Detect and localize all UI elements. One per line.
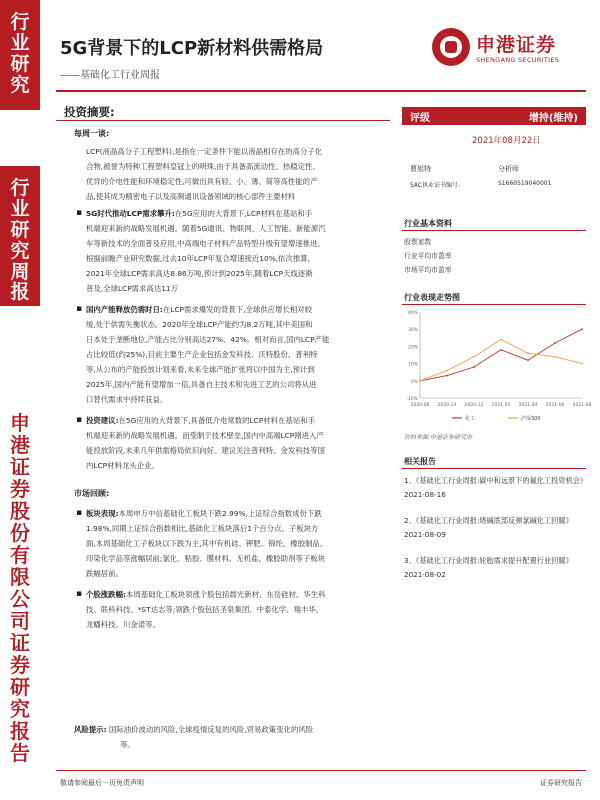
sidebar-top-label [0,12,40,96]
bullet-text: 本周申万中信基础化工板块下跌2.99%,上证综合指数成份下跌 [118,509,322,518]
bullet-item [76,587,386,632]
bullet-text: 缓,处于供需失衡状态。2020年全球LCP产能约为8.2万吨,其中美国和 [86,320,313,329]
company-logo [432,28,582,72]
sidebar-char: 究 [10,697,30,721]
bullet-text: 龙蟠科技、川金诺等。 [86,620,160,629]
analyst-name: 曹旭特 [410,165,431,173]
basic-info-item: 市场平均市盈率 [404,266,452,274]
y-tick-label: 40% [407,311,418,316]
y-tick-label: 10% [407,362,418,368]
sidebar-char: 公 [10,587,30,611]
y-tick-label: -10% [406,397,418,402]
x-tick-label: 2021-04 [518,403,538,408]
chart-heading: 行业表现走势图 [404,293,460,302]
bullet-text: 占比较低(约25%),目前主要生产企业包括金发科技、沃特股份、普利特 [86,350,318,359]
sidebar-char: 有 [10,543,30,567]
bullet-icon: ▪ [76,415,83,425]
series-point [554,356,556,358]
weekly-heading: 每周一谈: [74,129,110,138]
market-heading: 市场回顾: [74,489,110,498]
header-divider [56,90,586,92]
sidebar-char: 限 [10,565,30,589]
bullet-text: 机端迎来新的战略发展机遇。而受制于技术壁垒,国内中高端LCP刚进入产 [86,431,324,440]
bullet-text: 面,本周基础化工子板块以下跌为主,其中有机硅、钾肥、锦纶、橡胶制品、 [86,539,328,548]
bullet-icon: ▪ [76,208,83,218]
summary-heading: 投资摘要: [64,105,115,119]
x-tick-label: 2021-08 [572,403,592,408]
risk-text: 国际油价波动的风险,全球疫情反复的风险,贸易政策变化的风险 [106,725,314,734]
bullet-item [76,206,386,296]
footer-divider [56,770,586,771]
rating-label: 评级 [410,113,430,124]
sidebar-char: 证 [10,631,30,655]
series-point [446,370,448,372]
bullet-text: 口替代需求中持续获益。 [86,395,168,404]
sidebar-bottom-label [0,412,40,764]
bullet-text: 等,从公布的产能投放计划来看,未来全球产能扩张将以中国为主,预计到 [86,365,315,374]
bullet-label: 5G时代推动LCP需求攀升: [86,209,175,218]
series-point [581,328,583,330]
bullet-text: 内LCP材料龙头企业。 [86,461,159,470]
bullet-text: 1.98%,同期上证综合指数相比,基础化工板块落后1个百分点。子板块方 [86,524,319,533]
series-point [554,342,556,344]
series-point [527,352,529,354]
bullet-text: 机端迎来新的战略发展机遇。随着5G通讯、物联网、人工智能、新能源汽 [86,224,326,233]
legend-label: 化工 [465,416,476,422]
series-point [500,339,502,341]
risk-paragraph [74,722,388,752]
bullet-text: 在5G应用的大背景下,LCP材料在基站和手 [174,209,313,218]
intro-line: 品,使其成为精密电子以及高频通讯设备领域的核心部件主要材料 [86,192,296,201]
intro-line: 优异的介电性能和环境稳定性,可做出具有轻、小、薄、简等高性能的产 [86,177,318,186]
sidebar-char: 报 [10,281,30,304]
report-subtitle: ——基础化工行业周报 [60,70,160,81]
bullet-icon: ▪ [76,508,83,518]
logo-name: 申港证券 [476,34,557,56]
sidebar-char: 券 [10,477,30,501]
sidebar-char: 券 [10,653,30,677]
related-report-item[interactable]: 3、《基础化工行业周报:轮胎需求提升配置行业回暖》2021-08-02 [404,556,573,579]
series-line-2 [420,340,582,381]
bullet-text: 本周基础化工板块领涨个股包括晨光新材、东岳硅材、华生科 [125,590,326,599]
bullet-item [76,506,386,581]
sidebar-char: 业 [10,31,30,54]
intro-line: 合物,被誉为特种工程塑料皇冠上的明珠,由于具备高流动性、热稳定性、 [86,162,320,171]
bullet-text: 2021年全球LCP需求高达8.86万吨,预计到2025年,随着LCP天线逐渐 [86,269,313,278]
bullet-icon: ▪ [76,589,83,599]
performance-chart [402,304,592,428]
intro-line: LCP(液晶高分子工程塑料),是指在一定条件下能以液晶相存在的高分子化 [86,147,323,156]
bullet-text: 在5G应用的大背景下,具备低介电常数的LCP材料在基站和手 [118,416,316,425]
bullet-text: 普及,全球LCP需求高达11万 [86,284,179,293]
bullet-text: 2025年,国内产能有望增加一倍,具备自主技术和先进工艺的公司将从进 [86,380,317,389]
sidebar-char: 申 [10,411,30,435]
bullet-text: 在LCP需求爆发的背景下,全球供应增长相对较 [162,305,312,314]
series-point [419,380,421,382]
analyst-license-number: S1660519040001 [498,180,552,187]
series-point [473,366,475,368]
analyst-role: 分析师 [498,165,519,173]
bullet-text: 日本处于垄断地位,产能占比分别高达27%、42%。相对而言,国内LCP产能 [86,335,330,344]
bullet-text: 跌幅居前。 [86,569,123,578]
related-heading: 相关报告 [404,457,436,466]
bullet-text: 印染化学品等涨幅居前;氯化、粘胶、膜材料、无机盐、橡胶助剂等子板块 [86,554,325,563]
sidebar-char: 业 [10,197,30,220]
bullet-text: 根据前瞻产业研究数据,过去10年LCP年复合增速接近10%,依次推算, [86,254,310,263]
intro-paragraph [86,144,386,204]
series-point [527,359,529,361]
bullet-item [76,413,386,473]
bullet-label: 国内产能释放仍需时日: [86,305,163,314]
rating-value: 增持(维持) [528,113,578,124]
y-tick-label: 30% [407,328,418,334]
bullet-text: 技、联科科技、*ST达志等;领跌个股包括圣泉集团、中泰化学、翔丰华、 [86,605,324,614]
y-tick-label: 20% [407,345,418,351]
bullet-text: 能投放阶段,未来几年供需格局依旧向好。建议关注普利特、金发科技等国 [86,446,325,455]
sidebar-char: 究 [10,239,30,262]
y-tick-label: 0% [410,379,418,385]
series-point [473,356,475,358]
bullet-label: 板块表现: [86,509,119,518]
sidebar-char: 究 [10,73,30,96]
sidebar-char: 研 [10,52,30,75]
series-point [581,363,583,365]
bullet-label: 个股涨跌幅: [86,590,126,599]
sidebar-char: 司 [10,609,30,633]
related-divider [402,468,586,469]
x-tick-label: 2020-08 [410,403,430,408]
bullet-item [76,302,386,407]
risk-text: 等。 [120,740,135,749]
sidebar-char: 股 [10,499,30,523]
sidebar-char: 研 [10,218,30,241]
left-sidebar [0,0,40,800]
x-tick-label: 2021-06 [545,403,565,408]
series-point [446,375,448,377]
bullet-label: 投资建议: [86,416,119,425]
risk-label: 风险提示: [74,725,107,734]
basic-info-heading: 行业基本资料 [404,219,452,228]
bullet-text: 车等新技术的全面普及应用,中高端电子材料产品特型升级有望增速推进。 [86,239,325,248]
sidebar-char: 研 [10,675,30,699]
logo-icon [432,28,470,66]
report-date: 2021年08月22日 [472,136,541,146]
rating-box [402,107,586,125]
report-title: 5G背景下的LCP新材料供需格局 [60,38,324,59]
related-report-item[interactable]: 1、《基础化工行业周报:碳中和远景下的氟化工投资机会》2021-08-16 [404,476,588,499]
sidebar-middle-label [0,178,40,303]
footer-disclaimer: 敬请参阅最后一页免责声明 [60,779,144,787]
footer-report-type: 证券研究报告 [540,779,582,787]
sidebar-char: 证 [10,455,30,479]
sidebar-char: 周 [10,260,30,283]
sidebar-char: 港 [10,433,30,457]
basic-info-item: 行业平均市盈率 [404,252,452,260]
sidebar-char: 行 [10,177,30,199]
logo-english-name: SHENGANG SECURITIES [476,56,560,64]
bullet-icon: ▪ [76,304,83,314]
chart-svg [402,304,592,428]
sidebar-char: 份 [10,521,30,545]
series-line-1 [420,329,582,381]
sidebar-char: 告 [10,741,30,765]
sidebar-char: 行 [10,11,30,33]
summary-divider [56,120,390,121]
basic-info-item: 股票家数 [404,238,432,246]
related-report-item[interactable]: 2、《基础化工行业周报:烧碱底部反弹氯碱化工回暖》2021-08-09 [404,516,573,539]
legend-label: 沪深300 [521,416,541,422]
x-tick-label: 2020-10 [437,403,457,408]
basic-info-divider [402,230,586,231]
chart-source: 资料来源:申港证券研究所 [404,434,473,441]
x-tick-label: 2020-12 [464,403,484,408]
sidebar-char: 报 [10,719,30,743]
x-tick-label: 2021-02 [491,403,511,408]
analyst-license-label: SAC执业证书编号: [410,182,461,189]
series-point [500,349,502,351]
